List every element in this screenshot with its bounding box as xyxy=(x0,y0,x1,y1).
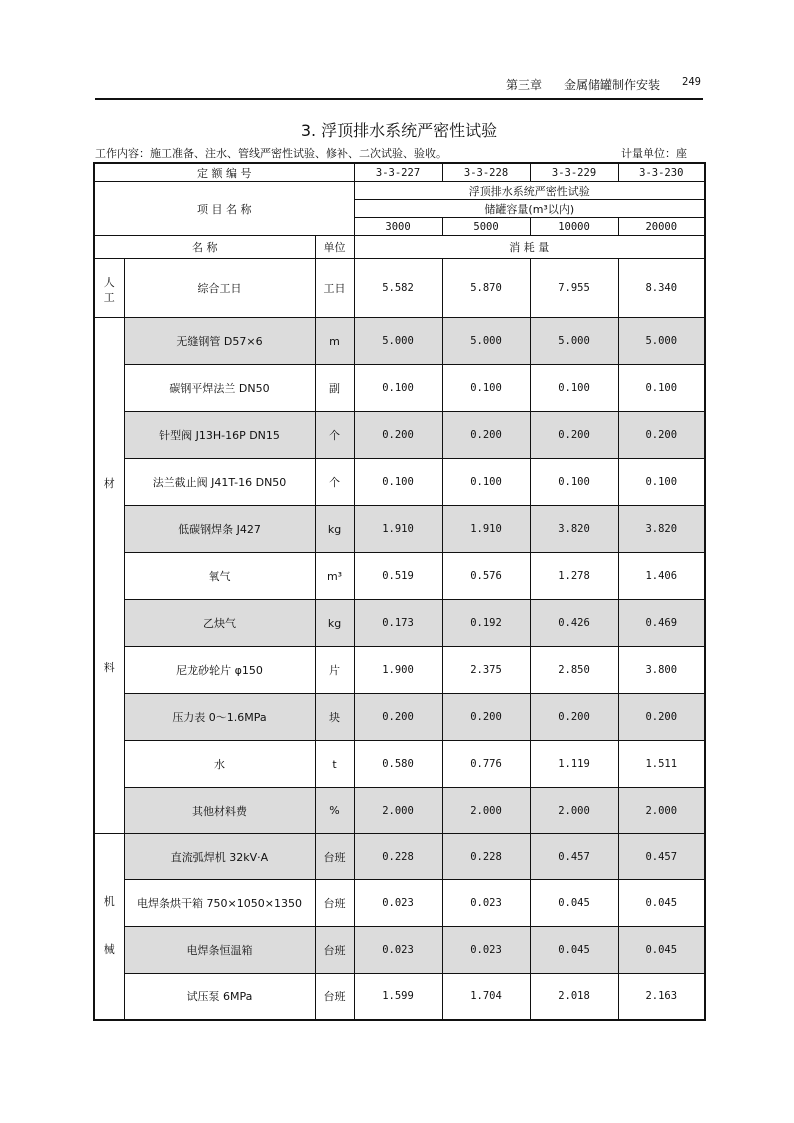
page-title: 3. 浮顶排水系统严密性试验 xyxy=(300,121,498,140)
row-value: 2.000 xyxy=(530,788,618,834)
row-unit: % xyxy=(315,788,354,834)
row-value: 1.900 xyxy=(354,647,442,694)
row-value: 0.457 xyxy=(530,834,618,880)
row-unit: m xyxy=(315,318,354,365)
column-unit-header: 单位 xyxy=(315,236,354,259)
row-unit: 片 xyxy=(315,647,354,694)
table-row xyxy=(94,412,705,459)
row-value: 1.119 xyxy=(530,741,618,788)
row-value: 0.100 xyxy=(618,459,705,506)
table-row xyxy=(94,318,705,365)
row-value: 2.018 xyxy=(530,974,618,1020)
row-name: 尼龙砂轮片 φ150 xyxy=(124,647,315,694)
row-value: 1.910 xyxy=(442,506,530,553)
row-value: 1.704 xyxy=(442,974,530,1020)
row-value: 2.375 xyxy=(442,647,530,694)
row-value: 0.200 xyxy=(354,694,442,741)
row-name: 电焊条烘干箱 750×1050×1350 xyxy=(124,880,315,927)
category-label-top: 材 xyxy=(103,476,115,490)
row-value: 1.910 xyxy=(354,506,442,553)
row-value: 0.045 xyxy=(618,880,705,927)
row-value: 0.023 xyxy=(442,927,530,974)
row-unit: 块 xyxy=(315,694,354,741)
page-number: 249 xyxy=(682,76,701,88)
row-name: 试压泵 6MPa xyxy=(124,974,315,1020)
row-value: 3.820 xyxy=(618,506,705,553)
row-unit: 台班 xyxy=(315,834,354,880)
table-row xyxy=(94,600,705,647)
chapter-label: 第三章 xyxy=(506,78,543,92)
group-title: 浮顶排水系统严密性试验 xyxy=(354,182,705,200)
row-unit: kg xyxy=(315,600,354,647)
row-value: 0.200 xyxy=(530,694,618,741)
capacity-value: 5000 xyxy=(442,218,530,236)
row-unit: 工日 xyxy=(315,259,354,318)
row-value: 0.200 xyxy=(618,412,705,459)
row-value: 0.200 xyxy=(442,694,530,741)
category-label: 人工 xyxy=(103,276,115,304)
row-name: 水 xyxy=(124,741,315,788)
row-value: 0.100 xyxy=(442,365,530,412)
row-value: 0.469 xyxy=(618,600,705,647)
table-row xyxy=(94,459,705,506)
row-value: 2.000 xyxy=(442,788,530,834)
quota-code: 3-3-229 xyxy=(530,163,618,182)
row-value: 5.000 xyxy=(530,318,618,365)
row-value: 0.228 xyxy=(354,834,442,880)
category-cell xyxy=(94,834,124,1020)
row-unit: 台班 xyxy=(315,880,354,927)
row-value: 0.100 xyxy=(530,365,618,412)
row-value: 5.582 xyxy=(354,259,442,318)
table-row xyxy=(94,506,705,553)
capacity-value: 10000 xyxy=(530,218,618,236)
category-cell xyxy=(94,318,124,834)
row-value: 0.023 xyxy=(354,880,442,927)
row-name: 压力表 0～1.6MPa xyxy=(124,694,315,741)
row-value: 0.045 xyxy=(618,927,705,974)
row-unit: 副 xyxy=(315,365,354,412)
row-value: 0.200 xyxy=(354,412,442,459)
quota-table xyxy=(93,162,706,1021)
row-value: 0.580 xyxy=(354,741,442,788)
table-row xyxy=(94,880,705,927)
category-label-bottom: 料 xyxy=(103,660,115,674)
row-unit: 个 xyxy=(315,459,354,506)
work-content: 工作内容：施工准备、注水、管线严密性试验、修补、二次试验、验收。 xyxy=(95,147,447,160)
row-value: 0.228 xyxy=(442,834,530,880)
row-name: 法兰截止阀 J41T-16 DN50 xyxy=(124,459,315,506)
column-consumption-header: 消 耗 量 xyxy=(354,236,705,259)
row-value: 5.870 xyxy=(442,259,530,318)
quota-code: 3-3-227 xyxy=(354,163,442,182)
category-label-bottom: 械 xyxy=(103,943,115,957)
table-row xyxy=(94,365,705,412)
row-name: 无缝钢管 D57×6 xyxy=(124,318,315,365)
row-name: 低碳钢焊条 J427 xyxy=(124,506,315,553)
item-name-label: 项 目 名 称 xyxy=(94,182,354,236)
row-value: 0.100 xyxy=(530,459,618,506)
row-value: 5.000 xyxy=(442,318,530,365)
row-value: 0.173 xyxy=(354,600,442,647)
row-value: 2.850 xyxy=(530,647,618,694)
table-row xyxy=(94,834,705,880)
row-name: 针型阀 J13H-16P DN15 xyxy=(124,412,315,459)
row-value: 0.045 xyxy=(530,880,618,927)
row-unit: kg xyxy=(315,506,354,553)
row-value: 0.200 xyxy=(618,694,705,741)
measurement-unit: 计量单位：座 xyxy=(621,147,687,160)
row-value: 0.457 xyxy=(618,834,705,880)
row-name: 碳钢平焊法兰 DN50 xyxy=(124,365,315,412)
capacity-label: 储罐容量(m³以内) xyxy=(354,200,705,218)
row-value: 1.511 xyxy=(618,741,705,788)
row-value: 0.023 xyxy=(354,927,442,974)
table-row xyxy=(94,259,705,318)
table-row xyxy=(94,788,705,834)
row-value: 0.576 xyxy=(442,553,530,600)
section-label: 金属储罐制作安装 xyxy=(564,78,661,92)
row-name: 氧气 xyxy=(124,553,315,600)
row-unit: m³ xyxy=(315,553,354,600)
row-value: 0.100 xyxy=(618,365,705,412)
row-name: 其他材料费 xyxy=(124,788,315,834)
row-value: 0.519 xyxy=(354,553,442,600)
row-value: 2.000 xyxy=(354,788,442,834)
table-row xyxy=(94,647,705,694)
category-label-top: 机 xyxy=(103,895,115,909)
capacity-value: 20000 xyxy=(618,218,705,236)
row-value: 1.406 xyxy=(618,553,705,600)
table-row xyxy=(94,927,705,974)
table-row xyxy=(94,553,705,600)
row-name: 综合工日 xyxy=(124,259,315,318)
row-value: 5.000 xyxy=(618,318,705,365)
capacity-value: 3000 xyxy=(354,218,442,236)
row-value: 0.045 xyxy=(530,927,618,974)
category-cell xyxy=(94,259,124,318)
row-value: 2.163 xyxy=(618,974,705,1020)
row-unit: 台班 xyxy=(315,974,354,1020)
quota-code: 3-3-228 xyxy=(442,163,530,182)
table-row xyxy=(94,974,705,1020)
quota-code-label: 定 额 编 号 xyxy=(94,163,354,182)
row-value: 0.100 xyxy=(442,459,530,506)
row-unit: t xyxy=(315,741,354,788)
work-content-line xyxy=(95,145,703,161)
row-value: 5.000 xyxy=(354,318,442,365)
table-row xyxy=(94,694,705,741)
row-value: 0.023 xyxy=(442,880,530,927)
quota-code: 3-3-230 xyxy=(618,163,705,182)
row-value: 3.800 xyxy=(618,647,705,694)
row-value: 0.200 xyxy=(442,412,530,459)
row-value: 0.200 xyxy=(530,412,618,459)
row-value: 7.955 xyxy=(530,259,618,318)
row-value: 1.278 xyxy=(530,553,618,600)
row-value: 2.000 xyxy=(618,788,705,834)
row-value: 0.776 xyxy=(442,741,530,788)
row-value: 1.599 xyxy=(354,974,442,1020)
row-value: 0.192 xyxy=(442,600,530,647)
row-value: 0.426 xyxy=(530,600,618,647)
row-value: 8.340 xyxy=(618,259,705,318)
table-row xyxy=(94,741,705,788)
row-unit: 台班 xyxy=(315,927,354,974)
row-unit: 个 xyxy=(315,412,354,459)
row-value: 3.820 xyxy=(530,506,618,553)
row-name: 直流弧焊机 32kV·A xyxy=(124,834,315,880)
page-header xyxy=(95,74,703,100)
row-value: 0.100 xyxy=(354,459,442,506)
row-name: 乙炔气 xyxy=(124,600,315,647)
row-name: 电焊条恒温箱 xyxy=(124,927,315,974)
column-name-header: 名 称 xyxy=(94,236,315,259)
row-value: 0.100 xyxy=(354,365,442,412)
